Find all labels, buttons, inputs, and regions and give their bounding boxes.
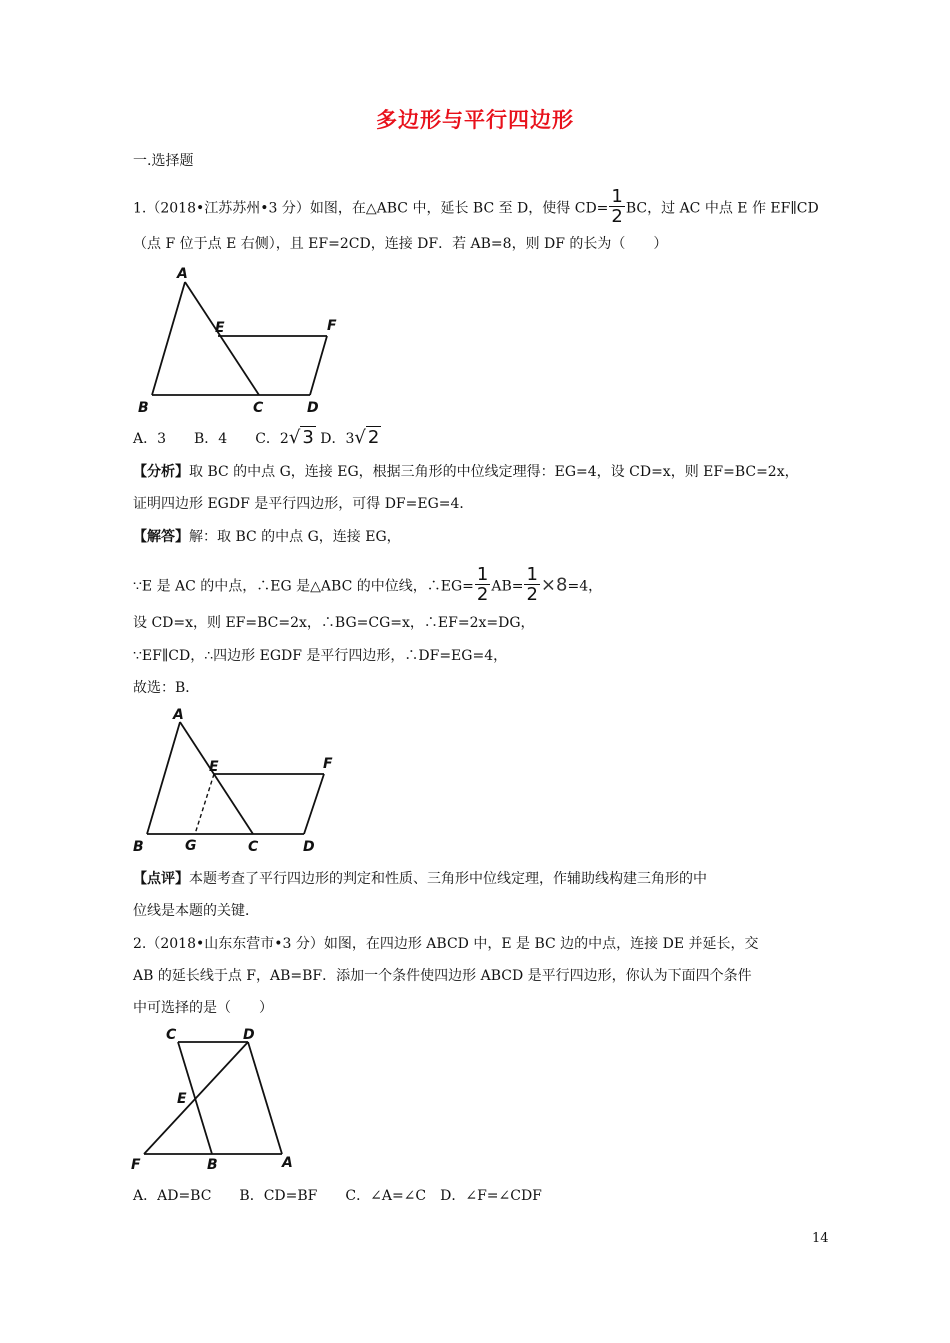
q1-figure — [130, 262, 360, 422]
analysis-text: 取 BC 的中点 G，连接 EG，根据三角形的中位线定理得：EG=4，设 CD=x，则 EF=BC=2x， — [189, 464, 799, 480]
label-f: F — [327, 318, 337, 334]
q1-stem-line-2: （点 F 位于点 E 右侧），且 EF=2CD，连接 DF．若 AB=8，则 DF 的长为（ ） — [133, 236, 668, 252]
q1-comment-line-1 — [133, 869, 707, 889]
segment-df — [144, 1042, 248, 1154]
page-number: 14 — [812, 1231, 829, 1246]
q1-stem-text: BC，过 AC 中点 E 作 EF∥CD — [625, 200, 819, 217]
label-c: C — [253, 400, 264, 416]
label-a: A — [282, 1155, 293, 1171]
comment-tag: 【点评】 — [133, 871, 189, 887]
q1-comment-line-2: 位线是本题的关键． — [133, 903, 259, 919]
label-e: E — [177, 1091, 187, 1107]
q1-solution-line-3: 设 CD=x，则 EF=BC=2x，∴BG=CG=x，∴EF=2x=DG， — [133, 615, 535, 631]
q1-option-d: D．3 — [315, 431, 355, 447]
q2-options: A．AD=BC B．CD=BF C．∠A=∠C D．∠F=∠CDF — [133, 1188, 542, 1204]
label-d: D — [303, 839, 315, 855]
q1-fraction — [609, 187, 624, 226]
page-title: 多边形与平行四边形 — [376, 108, 574, 132]
fraction-numerator: 1 — [611, 186, 623, 207]
q2-figure — [130, 1024, 310, 1174]
q1-stem-line-1 — [133, 186, 819, 228]
q1-options — [133, 428, 381, 449]
q1-options-text: A．3 B．4 C．2 — [133, 431, 289, 447]
label-f: F — [323, 756, 333, 772]
q2-stem-line-3: 中可选择的是（ ） — [133, 1000, 273, 1016]
segment-df — [304, 774, 324, 834]
segment-ab — [147, 722, 180, 834]
segment-ac — [185, 282, 259, 395]
label-c: C — [166, 1027, 177, 1043]
segment-df — [310, 336, 327, 395]
segment-ab — [152, 282, 185, 395]
q1-solution-line-1 — [133, 527, 401, 547]
label-b: B — [207, 1157, 218, 1173]
q1-solution-line-5: 故选：B． — [133, 680, 200, 696]
segment-ac — [180, 722, 253, 834]
label-e: E — [215, 320, 225, 336]
solution-text: =4， — [567, 578, 603, 595]
sqrt-3: √ 3 — [288, 427, 314, 448]
segment-eg-dashed — [195, 774, 214, 834]
q1-analysis-line-2: 证明四边形 EGDF 是平行四边形，可得 DF=EG=4． — [133, 496, 474, 512]
q1-solution-figure — [130, 705, 360, 860]
solution-text: 解：取 BC 的中点 G，连接 EG， — [189, 529, 401, 545]
segment-da — [248, 1042, 282, 1154]
label-d: D — [307, 400, 319, 416]
label-b: B — [133, 839, 144, 855]
label-g: G — [185, 838, 197, 854]
comment-text: 本题考查了平行四边形的判定和性质、三角形中位线定理，作辅助线构建三角形的中 — [189, 871, 707, 887]
analysis-tag: 【分析】 — [133, 464, 189, 480]
solution-tag: 【解答】 — [133, 529, 189, 545]
q1-solution-line-4: ∵EF∥CD，∴四边形 EGDF 是平行四边形，∴DF=EG=4， — [133, 648, 508, 664]
label-e: E — [209, 759, 219, 775]
q1-analysis-line-1 — [133, 462, 799, 482]
label-c: C — [248, 839, 259, 855]
label-d: D — [243, 1027, 255, 1043]
solution-text: AB= — [491, 578, 524, 595]
q2-stem-line-2: AB 的延长线于点 F，AB=BF．添加一个条件使四边形 ABCD 是平行四边形，你认为下面四个条件 — [133, 968, 752, 984]
fraction-denominator: 2 — [611, 206, 623, 227]
q1-solution-line-2 — [133, 564, 603, 606]
label-b: B — [138, 400, 149, 416]
section-heading: 一.选择题 — [133, 153, 194, 169]
solution-text: ∵E 是 AC 的中点，∴EG 是△ABC 的中位线，∴EG= — [133, 578, 474, 595]
q1-stem-text: 1.（2018•江苏苏州•3 分）如图，在△ABC 中，延长 BC 至 D，使得 CD= — [133, 200, 609, 217]
q2-stem-line-1: 2.（2018•山东东营市•3 分）如图，在四边形 ABCD 中，E 是 BC 边的中点，连接 DE 并延长，交 — [133, 936, 759, 952]
solution-fraction: $\frac{1}{2}$ — [476, 564, 489, 605]
label-f: F — [131, 1157, 141, 1173]
label-a: A — [177, 266, 188, 282]
solution-fraction: $\frac{1}{2}$ — [526, 564, 538, 605]
label-a: A — [173, 707, 184, 723]
times-eight: ×8 — [540, 574, 568, 596]
sqrt-2: √ 2 — [354, 427, 380, 448]
